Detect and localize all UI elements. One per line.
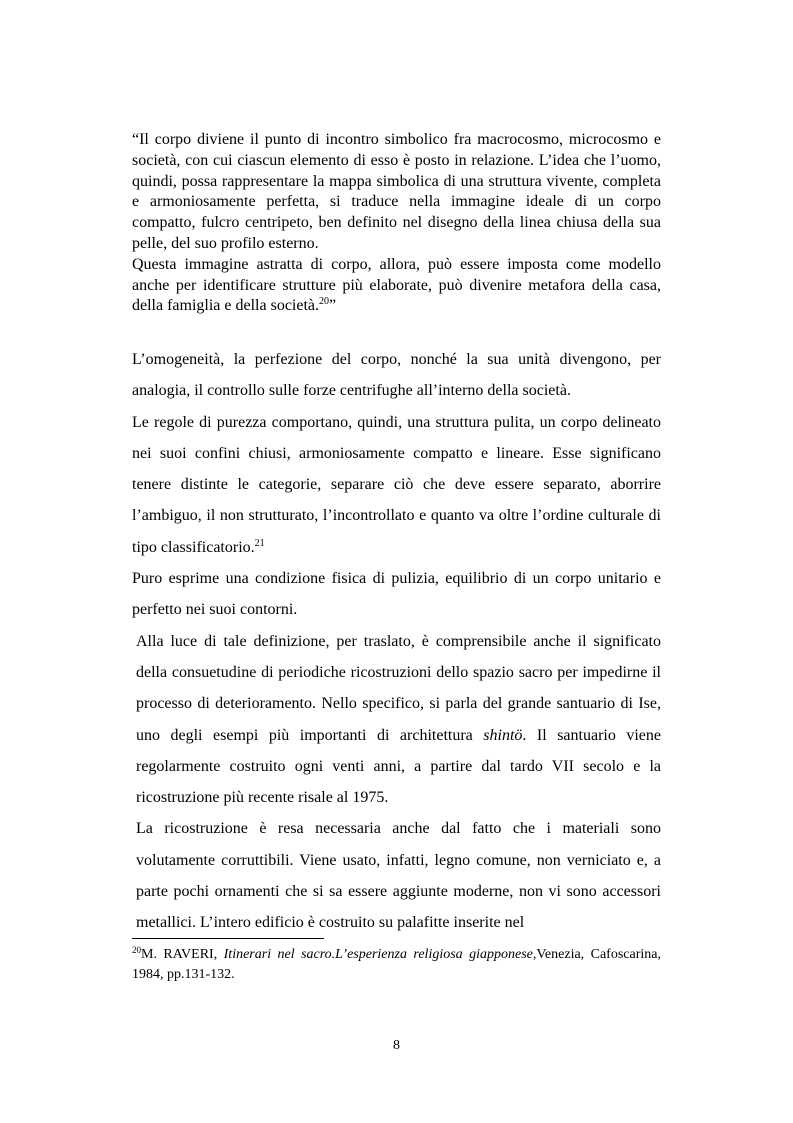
body-paragraph-2-text: Le regole di purezza comportano, quindi, una struttura pulita, un corpo delineato nei suoi confini chiusi, armoniosamente compatto e lineare. Esse significano tenere distinte le categorie, separare ciò che deve essere separato, aborrire l’ambiguo, il non strutturato, l’incontrollato e quanto va oltre l’ordine culturale di tipo classificatorio. (132, 413, 661, 556)
footnote-title: Itinerari nel sacro.L’esperienza religiosa giapponese (223, 947, 533, 962)
body-paragraph-1-text: L’omogeneità, la perfezione del corpo, nonché la sua unità divengono, per analogia, il controllo sulle forze centrifughe all’interno della società. (132, 351, 661, 400)
body-paragraph-3 (132, 563, 661, 626)
footnote-author: M. RAVERI, (141, 947, 224, 962)
body-paragraph-5 (132, 813, 661, 938)
footnote-ref-21[interactable]: 21 (254, 537, 265, 549)
footnote-20 (132, 945, 661, 985)
body-paragraph-1 (132, 344, 661, 407)
footnote-ref-20[interactable]: 20 (319, 296, 330, 308)
quote-paragraph-2 (132, 255, 661, 317)
footnote-publication: ,Venezia, Cafoscarina, 1984, pp.131-132. (132, 947, 661, 982)
body-paragraph-4-text-b: . Il santuario viene regolarmente costruito ogni venti anni, a partire dal tardo VII secolo e la ricostruzione più recente risale al 1975. (136, 726, 662, 807)
body-text (132, 344, 661, 939)
body-paragraph-3-text: Puro esprime una condizione fisica di pulizia, equilibrio di un corpo unitario e perfetto nei suoi contorni. (132, 570, 661, 619)
footnote-text (132, 945, 661, 985)
body-paragraph-5-text: La ricostruzione è resa necessaria anche dal fatto che i materiali sono volutamente corruttibili. Viene usato, infatti, legno comune, non verniciato e, a parte pochi ornamenti che si sa essere aggiunte moderne, non vi sono accessori metallici. L’intero edificio è costruito su palafitte inserite nel (136, 820, 661, 932)
body-paragraph-4-italic: shintö (483, 726, 523, 744)
footnote-number: 20 (132, 945, 141, 955)
page-number: 8 (393, 1038, 400, 1053)
body-paragraph-4-text-a: Alla luce di tale definizione, per traslato, è comprensibile anche il significato della consuetudine di periodiche ricostruzioni dello spazio sacro per impedirne il processo di deterioramento. Nello specifico, si parla del grande santuario di Ise, uno degli esempi più importanti di architettura (136, 632, 661, 744)
closing-quote-mark: ” (329, 297, 337, 315)
body-paragraph-2 (132, 407, 661, 563)
body-paragraph-4 (132, 626, 661, 814)
footnote-separator (132, 938, 324, 939)
quote-paragraph-2-text: Questa immagine astratta di corpo, allora, può essere imposta come modello anche per identificare strutture più elaborate, può divenire metafora della casa, della famiglia e della società. (132, 255, 661, 315)
block-quote (132, 130, 661, 317)
quote-paragraph-1 (132, 130, 661, 255)
quote-paragraph-1-text: “Il corpo diviene il punto di incontro simbolico fra macrocosmo, microcosmo e società, con cui ciascun elemento di esso è posto in relazione. L’idea che l’uomo, quindi, possa rappresentare la mappa simbolica di una struttura vivente, completa e armoniosamente perfetta, si traduce nella immagine ideale di un corpo compatto, fulcro centripeto, ben definito nel disegno della linea chiusa della sua pelle, del suo profilo esterno. (132, 131, 661, 252)
